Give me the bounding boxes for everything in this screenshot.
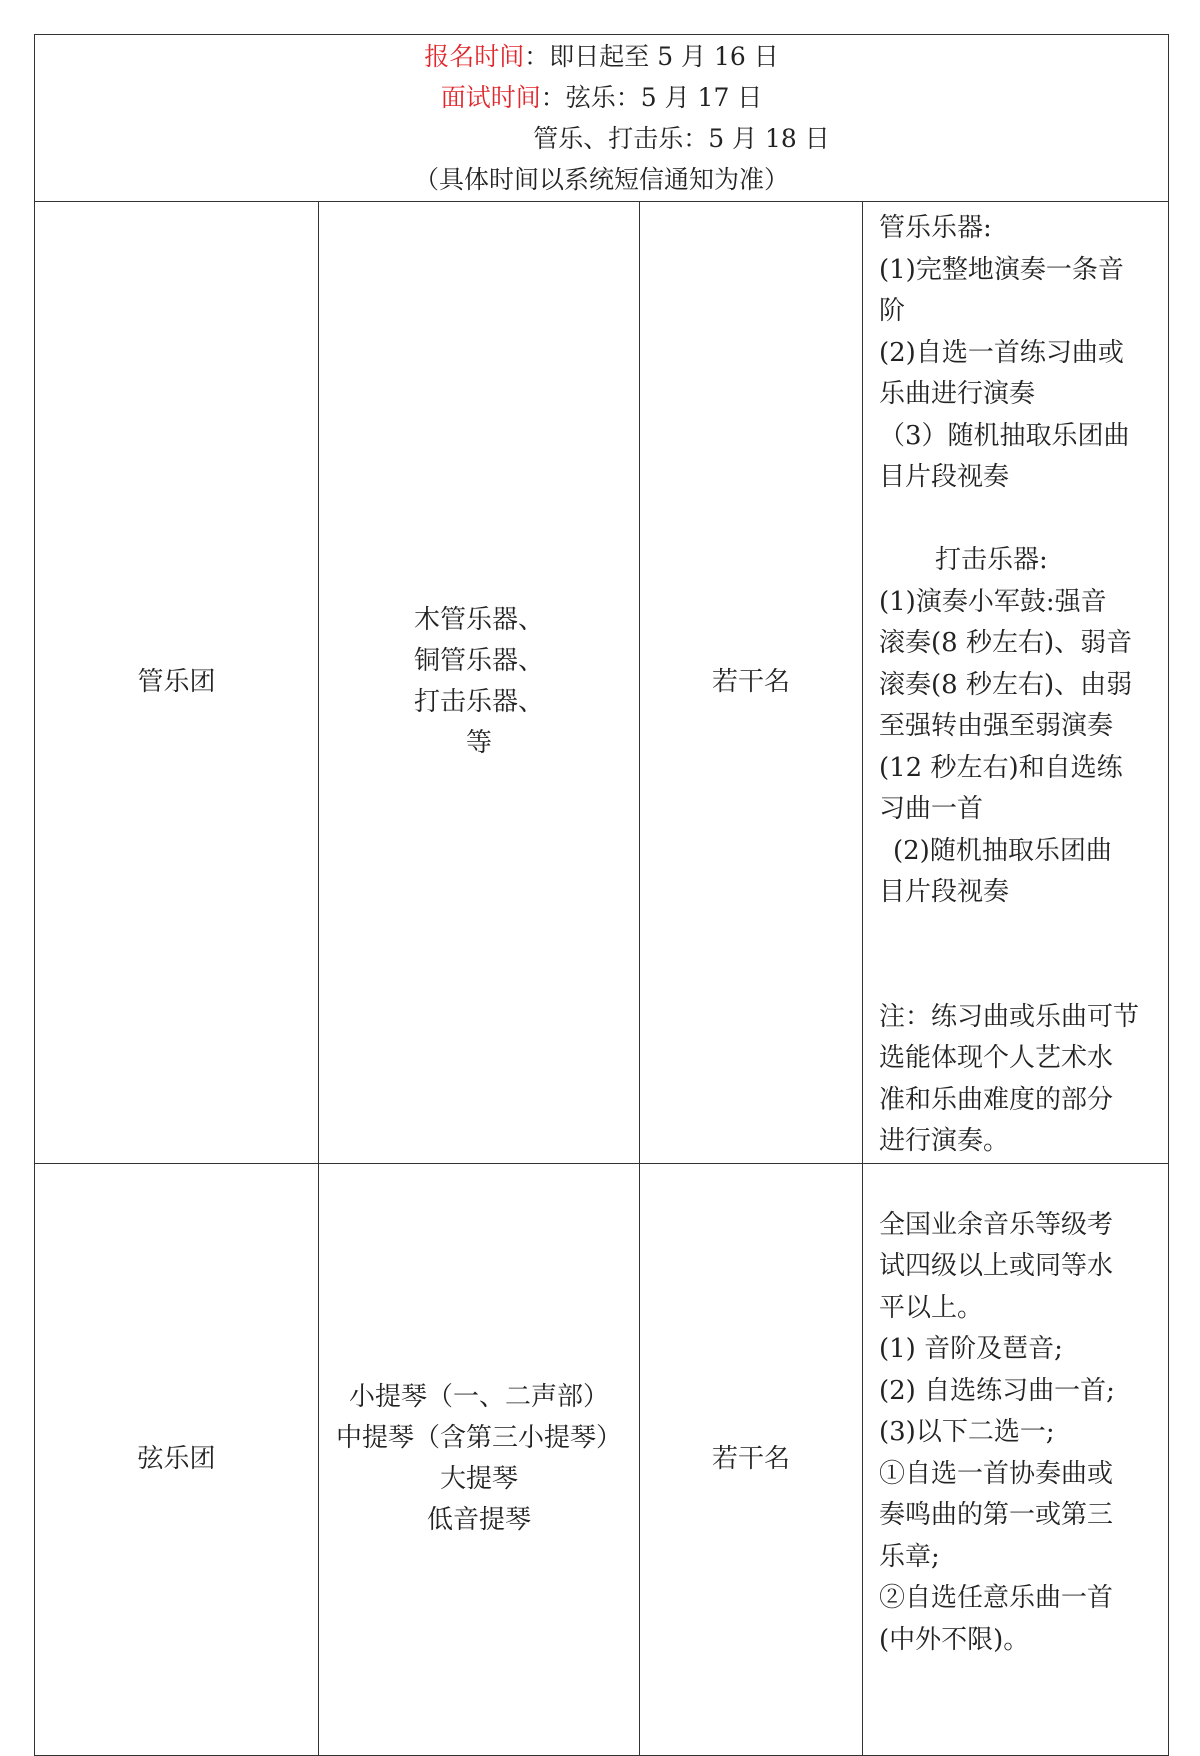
requirement-line: 乐章; — [879, 1541, 940, 1572]
requirement-line: (1) 音阶及琶音; — [879, 1334, 1063, 1364]
instruments-cell — [319, 1163, 640, 1755]
requirement-line: ②自选任意乐曲一首 — [879, 1583, 1114, 1613]
registration-label: 报名时间 — [424, 42, 525, 71]
requirement-line: 打击乐器: — [935, 545, 1048, 575]
instrument-line: 打击乐器、 — [413, 687, 544, 718]
recruitment-table — [34, 34, 1169, 1756]
interview-label: 面试时间 — [440, 83, 541, 112]
requirement-line: (3)以下二选一; — [879, 1417, 1055, 1447]
requirement-line: (1)完整地演奏一条音 — [879, 254, 1124, 285]
requirement-line: 平以上。 — [879, 1292, 984, 1323]
requirement-line: (12 秒左右)和自选练 — [879, 752, 1123, 783]
instrument-line: 小提琴（一、二声部） — [348, 1382, 609, 1412]
requirements-cell — [863, 1163, 1169, 1755]
requirement-line: 滚奏(8 秒左右)、弱音 — [879, 628, 1133, 658]
requirement-line: (2)随机抽取乐团曲 — [893, 835, 1112, 866]
requirement-line: 目片段视奏 — [879, 462, 1010, 492]
instrument-line: 大提琴 — [439, 1464, 518, 1494]
requirement-line — [879, 499, 1164, 541]
requirement-line: 至强转由强至弱演奏 — [879, 711, 1114, 741]
requirements-cell — [863, 202, 1169, 1164]
header-row — [35, 35, 1169, 202]
requirement-line: 准和乐曲难度的部分 — [879, 1084, 1114, 1115]
requirement-line: 滚奏(8 秒左右)、由弱 — [879, 669, 1133, 700]
instrument-line: 中提琴（含第三小提琴） — [335, 1423, 622, 1453]
table-row — [35, 202, 1169, 1164]
requirement-line: 习曲一首 — [879, 794, 984, 824]
requirement-line: 管乐乐器: — [879, 213, 992, 243]
requirement-line: 选能体现个人艺术水 — [879, 1043, 1114, 1073]
requirement-line: (中外不限)。 — [879, 1624, 1030, 1655]
requirement-line: (2)自选一首练习曲或 — [879, 337, 1124, 368]
ensemble-cell: 管乐团 — [35, 202, 319, 1164]
interview-line — [35, 77, 1168, 118]
requirement-line: ①自选一首协奏曲或 — [879, 1458, 1114, 1489]
requirement-line — [879, 914, 1164, 956]
requirement-line: 进行演奏。 — [879, 1126, 1010, 1156]
instrument-line: 木管乐器、 — [413, 605, 544, 636]
instrument-line: 等 — [465, 728, 492, 759]
requirement-line: 注：练习曲或乐曲可节 — [879, 1001, 1140, 1032]
schedule-note: （具体时间以系统短信通知为准） — [414, 165, 790, 194]
registration-value: ：即日起至 5 月 16 日 — [524, 42, 779, 71]
interview-value: ：弦乐：5 月 17 日 — [540, 83, 763, 112]
requirement-line: 全国业余音乐等级考 — [879, 1209, 1114, 1240]
ensemble-cell: 弦乐团 — [35, 1163, 319, 1755]
requirement-line: 试四级以上或同等水 — [879, 1251, 1114, 1281]
requirement-line: 奏鸣曲的第一或第三 — [879, 1500, 1114, 1530]
registration-line — [35, 36, 1168, 77]
instrument-line: 低音提琴 — [426, 1505, 531, 1535]
instruments-cell — [319, 202, 640, 1164]
table-row — [35, 1163, 1169, 1755]
requirement-line: 乐曲进行演奏 — [879, 379, 1036, 409]
quota-cell: 若干名 — [640, 202, 863, 1164]
requirement-line: 目片段视奏 — [879, 877, 1010, 907]
requirement-line: (2) 自选练习曲一首; — [879, 1375, 1115, 1406]
requirement-line: （3）随机抽取乐团曲 — [879, 420, 1130, 451]
schedule-header — [35, 35, 1169, 202]
requirement-line: (1)演奏小军鼓:强音 — [879, 586, 1107, 617]
interview-line-2: 管乐、打击乐：5 月 18 日 — [533, 124, 830, 153]
instrument-line: 铜管乐器、 — [413, 646, 544, 677]
requirement-line: 阶 — [879, 296, 906, 326]
quota-cell: 若干名 — [640, 1163, 863, 1755]
requirement-line — [879, 955, 1164, 997]
